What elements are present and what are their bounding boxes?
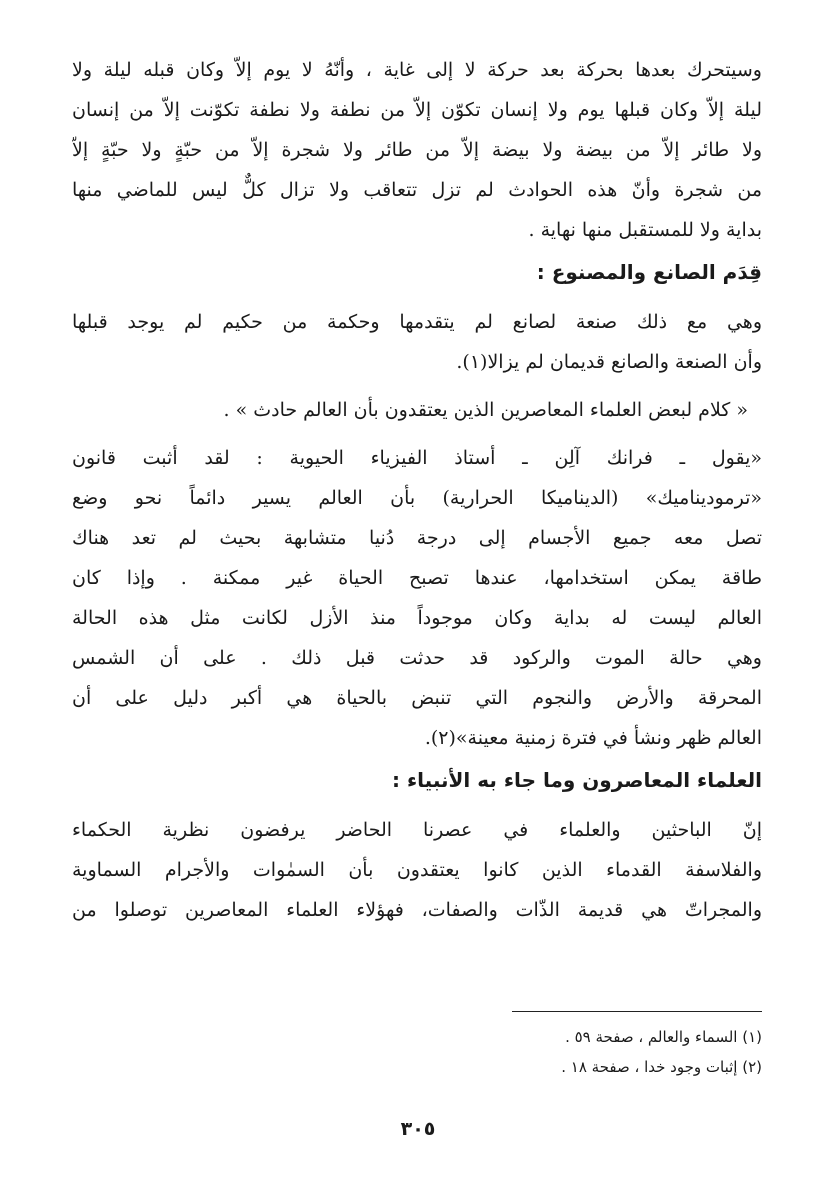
text-line: وأن الصنعة والصانع قديمان لم يزالا(١). (456, 351, 762, 373)
paragraph-4 (72, 810, 762, 930)
text-line: من شجرة وأنّ هذه الحوادث لم تزل تتعاقب ولا تزال كلٌّ ليس للماضي منها (72, 179, 762, 201)
footnotes (162, 1022, 762, 1082)
footnote-1: (١) السماء والعالم ، صفحة ٥٩ . (565, 1028, 762, 1046)
text-line: ولا طائر إلاّ من بيضة ولا بيضة إلاّ من طائر ولا شجرة إلاّ من حبّةٍ ولا حبّةٍ إلاّ (72, 139, 762, 161)
footnote-separator (512, 1011, 762, 1012)
quote-introduction: « كلام لبعض العلماء المعاصرين الذين يعتقدون بأن العالم حادث » . (223, 399, 748, 421)
text-line: العالم ظهر ونشأ في فترة زمنية معينة»(٢). (424, 727, 762, 749)
footnote-2: (٢) إثبات وجود خدا ، صفحة ١٨ . (561, 1058, 762, 1076)
text-line: وهي حالة الموت والركود قد حدثت قبل ذلك . على أن الشمس (72, 647, 762, 669)
text-line: والمجراتّ هي قديمة الذّات والصفات، فهؤلاء العلماء المعاصرين توصلوا من (72, 899, 762, 921)
text-line: المحرقة والأرض والنجوم التي تنبض بالحياة هي أكبر دليل على أن (72, 687, 762, 709)
page-body (72, 50, 762, 930)
text-line: والفلاسفة القدماء الذين كانوا يعتقدون بأن السمٰوات والأجرام السماوية (72, 859, 762, 881)
text-line: «يقول ـ فرانك آلِن ـ أستاذ الفيزياء الحيوية : لقد أثبت قانون (72, 447, 762, 469)
paragraph-2 (72, 302, 762, 382)
text-line: وسيتحرك بعدها بحركة بعد حركة لا إلى غاية ، وأنّهُ لا يوم إلاّ وكان قبله ليلة ولا (72, 59, 762, 81)
text-line: العالم ليست له بداية وكان موجوداً منذ الأزل لكانت مثل هذه الحالة (72, 607, 762, 629)
text-line: طاقة يمكن استخدامها، عندها تصبح الحياة غير ممكنة . وإذا كان (72, 567, 762, 589)
page-number: ٣٠٥ (400, 1118, 436, 1140)
text-line: تصل معه جميع الأجسام إلى درجة دُنيا متشابهة بحيث لم تعد هناك (72, 527, 762, 549)
paragraph-1 (72, 50, 762, 250)
text-line: ليلة إلاّ وكان قبلها يوم ولا إنسان تكوّن إلاّ من نطفة ولا نطفة تكوّنت إلاّ من إنسان (72, 99, 762, 121)
paragraph-3-quote (72, 438, 762, 758)
text-line: بداية ولا للمستقبل منها نهاية . (528, 219, 762, 241)
section-heading-1: قِدَم الصانع والمصنوع : (536, 260, 762, 284)
text-line: إنّ الباحثين والعلماء في عصرنا الحاضر يرفضون نظرية الحكماء (72, 819, 762, 841)
text-line: وهي مع ذلك صنعة لصانع لم يتقدمها وحكمة من حكيم لم يوجد قبلها (72, 311, 762, 333)
text-line: «ترموديناميك» (الديناميكا الحرارية) بأن العالم يسير دائماً نحو وضع (72, 487, 762, 509)
section-heading-2: العلماء المعاصرون وما جاء به الأنبياء : (391, 768, 762, 792)
